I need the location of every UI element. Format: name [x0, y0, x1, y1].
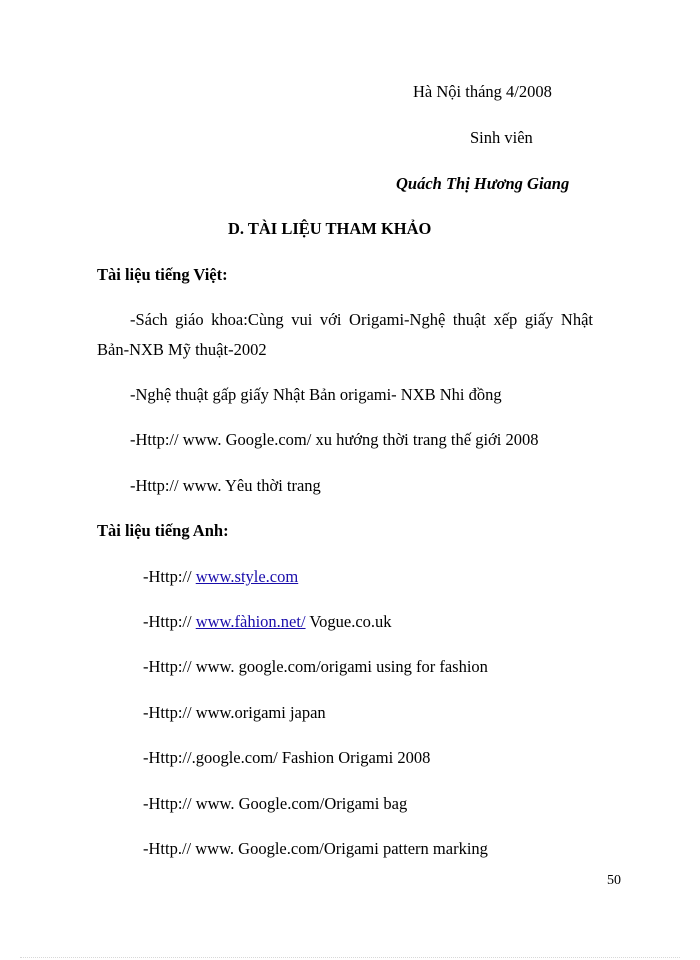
english-reference-4: -Http:// www.origami japan	[143, 703, 326, 722]
signature-role: Sinh viên	[470, 128, 533, 147]
english-reference-1-link[interactable]: www.style.com	[195, 567, 299, 586]
signature-place-date: Hà Nội tháng 4/2008	[413, 82, 552, 101]
english-reference-2-suffix: Vogue.co.uk	[305, 612, 392, 631]
english-reference-5: -Http://.google.com/ Fashion Origami 2008	[143, 748, 431, 767]
english-reference-2-prefix: -Http://	[143, 612, 196, 631]
vietnamese-reference-3: -Http:// www. Google.com/ xu hướng thời trang thế giới 2008	[130, 430, 539, 449]
page-number: 50	[607, 873, 621, 888]
section-title: D. TÀI LIỆU THAM KHẢO	[228, 219, 432, 238]
signature-name: Quách Thị Hương Giang	[396, 174, 570, 193]
english-reference-1	[143, 567, 298, 587]
page-bottom-divider	[20, 957, 680, 958]
english-references-heading: Tài liệu tiếng Anh:	[97, 521, 229, 540]
english-reference-2	[143, 612, 392, 632]
vietnamese-reference-1-line-2: Bản-NXB Mỹ thuật-2002	[97, 340, 267, 359]
vietnamese-reference-2: -Nghệ thuật gấp giấy Nhật Bản origami- NXB Nhi đồng	[130, 385, 502, 404]
english-reference-2-link[interactable]: www.fàhion.net/	[195, 612, 306, 631]
english-reference-6: -Http:// www. Google.com/Origami bag	[143, 794, 408, 813]
vietnamese-reference-1-line-1: -Sách giáo khoa:Cùng vui với Origami-Nghệ thuật xếp giấy Nhật	[130, 310, 593, 329]
english-reference-1-prefix: -Http://	[143, 567, 196, 586]
vietnamese-reference-4: -Http:// www. Yêu thời trang	[130, 476, 321, 495]
english-reference-3: -Http:// www. google.com/origami using for fashion	[143, 657, 488, 676]
vietnamese-references-heading: Tài liệu tiếng Việt:	[97, 265, 228, 284]
english-reference-7: -Http.// www. Google.com/Origami pattern marking	[143, 839, 488, 858]
